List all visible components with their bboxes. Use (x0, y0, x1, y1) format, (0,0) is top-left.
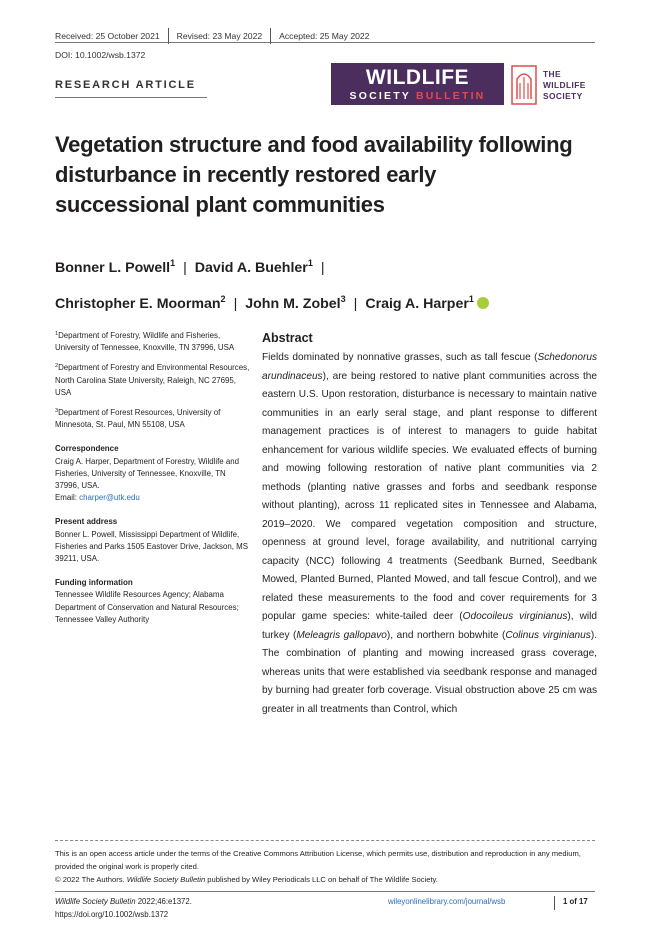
journal-logo-line2: SOCIETY BULLETIN (349, 90, 486, 102)
article-info-column (55, 328, 250, 626)
footer-divider (554, 896, 555, 910)
species-name: Odocoileus virginianus (462, 611, 568, 622)
journal-logo-line1: WILDLIFE (365, 66, 470, 89)
abstract-heading: Abstract (262, 331, 313, 345)
present-address-text: Bonner L. Powell, Mississippi Department of Wildlife, Fisheries and Parks 1505 Eastover Drive, Jackson, MS 39211, USA. (55, 529, 248, 564)
affiliation: $^2$Department of Forestry and Environmental Resources, North Carolina State University, Raleigh, NC 27695, USA (55, 363, 250, 397)
abstract-body: Fields dominated by nonnative grasses, such as tall fescue (Schedonorus arundinaceus), are being restored to native plant communities across the eastern U.S. Upon restoration, disturbance is necessary to maintain native communities in an early seral stage, and plant response to different management practices is of interest to managers to guide habitat enhancement for various wildlife species. We evaluated effects of burning and mowing following restoration of native plant communities via 2 methods (planting native grasses and forbs and seedbank response without planting), across 11 replicated sites in Tennessee and Alabama, 2019–2020. We compared vegetation composition and structure, openness at ground level, forage availability, and nutritional carrying capacity (NCC) following 4 treatments (Seedbank Burned, Seedbank Mowed, Planted Burned, Planted Mowed, and tall fescue Control), and we related these measurements to the food and cover requirements for 3 popular game species: white‐tailed deer (Odocoileus virginianus), wild turkey (Meleagris gallopavo), and northern bobwhite (Colinus virginianus). The combination of planting and mowing increased grass coverage, whereas units that were established via seedbank response and managed by burning had greater forb coverage. Visual obstruction above 25 cm was greater in all treatments than Control, which (262, 352, 598, 715)
correspondence-text: Craig A. Harper, Department of Forestry, Wildlife and Fisheries, University of Tennessee, Knoxville, TN 37996, USA. Email: charper@utk.edu (55, 456, 240, 503)
species-name: Meleagris gallopavo (296, 629, 387, 641)
author-list (55, 248, 595, 320)
species-name: Colinus virginianus (505, 629, 591, 641)
section-label: RESEARCH ARTICLE (55, 79, 196, 91)
correspondence-heading: Correspondence (55, 444, 119, 454)
license-notice (55, 847, 600, 886)
funding-heading: Funding information (55, 578, 133, 588)
society-logo[interactable] (511, 63, 601, 107)
footer-citation: Wildlife Society Bulletin 2022;46:e1372. https://doi.org/10.1002/wsb.1372 (55, 896, 315, 921)
correspondence-email-link[interactable]: charper@utk.edu (79, 493, 140, 503)
society-name: THE WILDLIFE SOCIETY (543, 68, 586, 101)
author-name[interactable]: John M. Zobel$^3$ (245, 294, 346, 312)
header-rule (55, 42, 595, 43)
present-address-heading: Present address (55, 517, 118, 527)
footer-doi-link[interactable]: https://doi.org/10.1002/wsb.1372 (55, 909, 169, 919)
society-emblem-icon (511, 65, 537, 105)
species-name: Schedonorus arundinaceus (262, 352, 597, 382)
author-name[interactable]: Christopher E. Moorman$^2$ (55, 294, 226, 312)
funding-text: Tennessee Wildlife Resources Agency; Alabama Department of Conservation and Natural Resources; Tennessee Valley Authority (55, 590, 239, 624)
page-number: 1 of 17 (563, 897, 588, 906)
author-name[interactable]: Bonner L. Powell$^1$ (55, 258, 176, 276)
license-text: This is an open access article under the terms of the Creative Commons Attribution License, which permits use, distribution and reproduction in any medium, provided the original work is properly cited. (55, 849, 581, 871)
author-line-1: Bonner L. Powell$^1$ | David A. Buehler$^1$ | (55, 258, 325, 276)
accepted-date: Accepted: 25 May 2022 (279, 31, 370, 41)
license-rule (55, 840, 595, 841)
article-doi[interactable]: DOI: 10.1002/wsb.1372 (55, 50, 146, 60)
revised-date: Revised: 23 May 2022 (176, 31, 263, 41)
journal-site-link[interactable]: wileyonlinelibrary.com/journal/wsb (388, 897, 506, 906)
journal-logo[interactable] (331, 63, 504, 105)
received-date: Received: 25 October 2021 (55, 31, 160, 41)
affiliation: $^3$Department of Forest Resources, University of Minnesota, St. Paul, MN 55108, USA (55, 408, 221, 430)
affiliation: $^1$Department of Forestry, Wildlife and Fisheries, University of Tennessee, Knoxville, TN 37996, USA (55, 331, 235, 353)
abstract (262, 331, 597, 719)
article-title: Vegetation structure and food availability following disturbance in recently restored early successional plant communities (55, 132, 573, 217)
section-rule (55, 97, 207, 98)
footer-rule (55, 891, 595, 892)
author-line-2: Christopher E. Moorman$^2$ | John M. Zobel$^3$ | Craig A. Harper$^1$ (55, 284, 595, 320)
author-name[interactable]: Craig A. Harper$^1$ (365, 294, 474, 312)
orcid-icon[interactable] (477, 297, 489, 309)
author-name[interactable]: David A. Buehler$^1$ (194, 258, 313, 276)
copyright-text: © 2022 The Authors. Wildlife Society Bulletin published by Wiley Periodicals LLC on behalf of The Wildlife Society. (55, 875, 438, 884)
